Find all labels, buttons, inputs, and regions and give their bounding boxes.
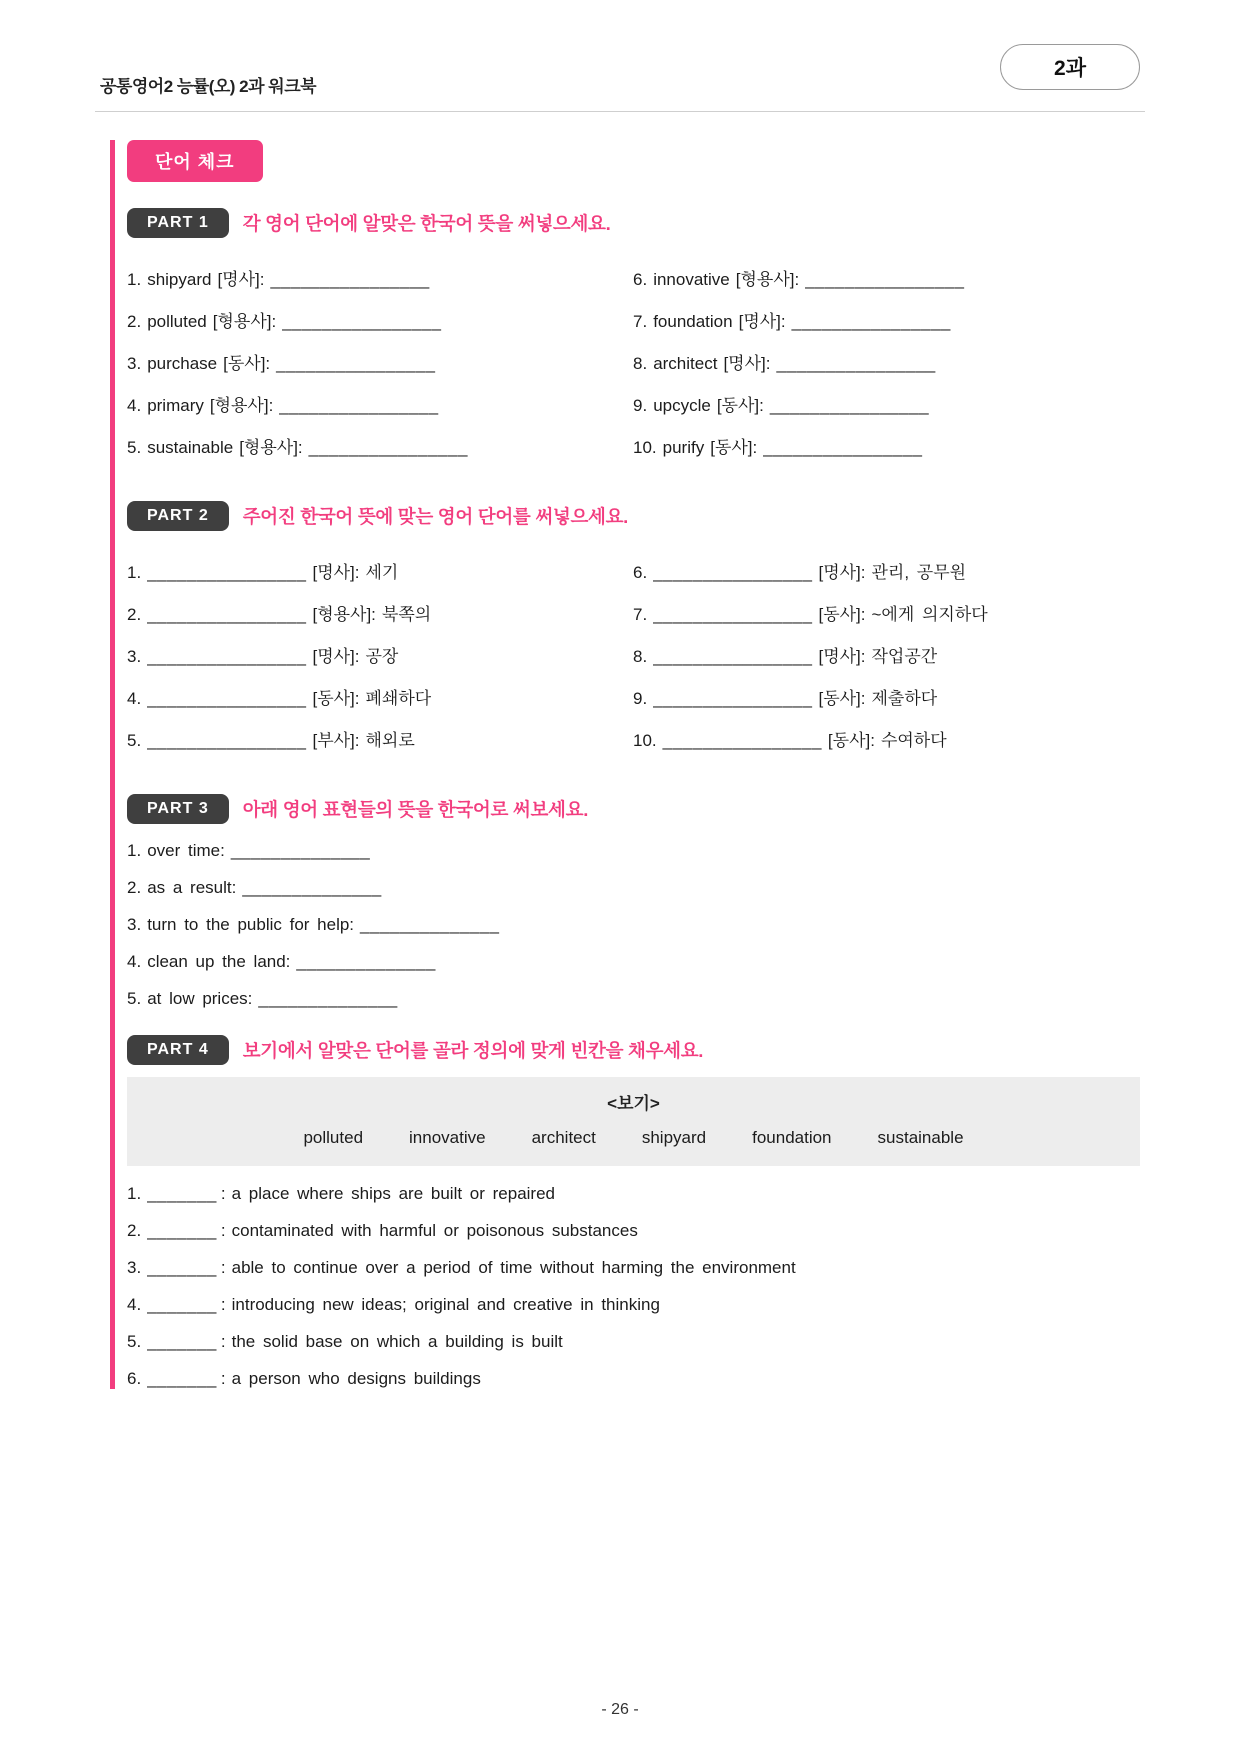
answer-blank: ______________ [360,915,500,934]
word-bank-word: architect [531,1128,596,1147]
answer-blank: ________________ [147,647,307,666]
part2-items [127,541,1140,768]
lesson-number-badge: 2과 [1000,44,1140,90]
list-item: 3. ________________ [명사]: 공장 [127,647,399,666]
list-item: 7. ________________ [동사]: ~에게 의지하다 [633,605,988,624]
answer-blank: ________________ [279,396,439,415]
word-bank-word: shipyard [641,1128,707,1147]
list-item: 2. ________________ [형용사]: 북쪽의 [127,605,432,624]
list-item: 5. ________________ [부사]: 해외로 [127,731,415,750]
list-item: 3. purchase [동사]: ________________ [127,354,436,373]
answer-blank: ______________ [258,989,398,1008]
list-item: 10. ________________ [동사]: 수여하다 [633,731,947,750]
list-item: 3. _______ : able to continue over a period of time without harming the environment [127,1258,796,1277]
list-item: 6. _______ : a person who designs buildings [127,1369,481,1388]
list-item: 4. clean up the land: ______________ [127,952,436,971]
list-item: 1. over time: ______________ [127,841,371,860]
list-item: 9. upcycle [동사]: ________________ [633,396,930,415]
part3-items [127,841,1140,1009]
part3-header [127,794,1140,824]
answer-blank: ________________ [270,270,430,289]
part1-instruction: 각 영어 단어에 알맞은 한국어 뜻을 써넣으세요. [242,213,611,234]
content-column [110,140,1140,1389]
answer-blank: _______ [147,1332,217,1351]
part1-header [127,208,1140,238]
part2-header [127,501,1140,531]
document-title: 공통영어2 능률(오) 2과 워크북 [100,77,317,96]
answer-blank: ______________ [242,878,382,897]
list-item: 7. foundation [명사]: ________________ [633,312,951,331]
answer-blank: _______ [147,1258,217,1277]
list-item: 8. architect [명사]: ________________ [633,354,936,373]
part4-header [127,1035,1140,1065]
answer-blank: ________________ [653,605,813,624]
list-item: 1. ________________ [명사]: 세기 [127,563,399,582]
answer-blank: ________________ [276,354,436,373]
answer-blank: ________________ [763,438,923,457]
header-divider [95,111,1145,112]
part2-instruction: 주어진 한국어 뜻에 맞는 영어 단어를 써넣으세요. [242,506,629,527]
answer-blank: _______ [147,1369,217,1388]
answer-blank: ________________ [147,563,307,582]
answer-blank: _______ [147,1295,217,1314]
answer-blank: ________________ [805,270,965,289]
list-item: 5. sustainable [형용사]: ________________ [127,438,468,457]
list-item: 6. innovative [형용사]: ________________ [633,270,965,289]
word-bank-word: foundation [752,1128,832,1147]
list-item: 3. turn to the public for help: ______________ [127,915,500,934]
answer-blank: _______ [147,1184,217,1203]
part3-instruction: 아래 영어 표현들의 뜻을 한국어로 써보세요. [242,799,589,820]
list-item: 10. purify [동사]: ________________ [633,438,923,457]
answer-blank: ________________ [791,312,951,331]
word-bank-word: innovative [409,1128,486,1147]
answer-blank: _______ [147,1221,217,1240]
answer-blank: ________________ [653,647,813,666]
list-item: 1. _______ : a place where ships are built or repaired [127,1184,555,1203]
page-number: - 26 - [601,1701,639,1718]
list-item: 2. as a result: ______________ [127,878,382,897]
list-item: 8. ________________ [명사]: 작업공간 [633,647,938,666]
part3-badge: PART 3 [127,794,229,824]
answer-blank: ________________ [776,354,936,373]
list-item: 6. ________________ [명사]: 관리, 공무원 [633,563,967,582]
word-bank-label: <보기> [607,1094,660,1113]
section-title-badge: 단어 체크 [127,140,263,182]
answer-blank: ______________ [296,952,436,971]
word-bank-word: sustainable [877,1128,964,1147]
answer-blank: ________________ [282,312,442,331]
list-item: 4. primary [형용사]: ________________ [127,396,439,415]
part1-badge: PART 1 [127,208,229,238]
answer-blank: ________________ [653,563,813,582]
part4-items [127,1184,1140,1389]
list-item: 5. at low prices: ______________ [127,989,398,1008]
answer-blank: ________________ [147,731,307,750]
answer-blank: ______________ [230,841,371,860]
list-item: 2. polluted [형용사]: ________________ [127,312,442,331]
answer-blank: ________________ [308,438,468,457]
answer-blank: ________________ [653,689,813,708]
page-header [0,0,1240,97]
word-bank-word: polluted [303,1128,364,1147]
part1-items [127,248,1140,475]
word-bank-words [127,1128,1140,1148]
list-item: 9. ________________ [동사]: 제출하다 [633,689,938,708]
list-item: 4. ________________ [동사]: 폐쇄하다 [127,689,432,708]
part4-badge: PART 4 [127,1035,229,1065]
part2-badge: PART 2 [127,501,229,531]
answer-blank: ________________ [147,605,307,624]
list-item: 1. shipyard [명사]: ________________ [127,270,430,289]
answer-blank: ________________ [147,689,307,708]
part4-instruction: 보기에서 알맞은 단어를 골라 정의에 맞게 빈칸을 채우세요. [242,1040,704,1061]
list-item: 4. _______ : introducing new ideas; original and creative in thinking [127,1295,660,1314]
list-item: 2. _______ : contaminated with harmful or poisonous substances [127,1221,638,1240]
word-bank-box [127,1077,1140,1166]
answer-blank: ________________ [769,396,930,415]
answer-blank: ________________ [662,731,822,750]
list-item: 5. _______ : the solid base on which a building is built [127,1332,563,1351]
